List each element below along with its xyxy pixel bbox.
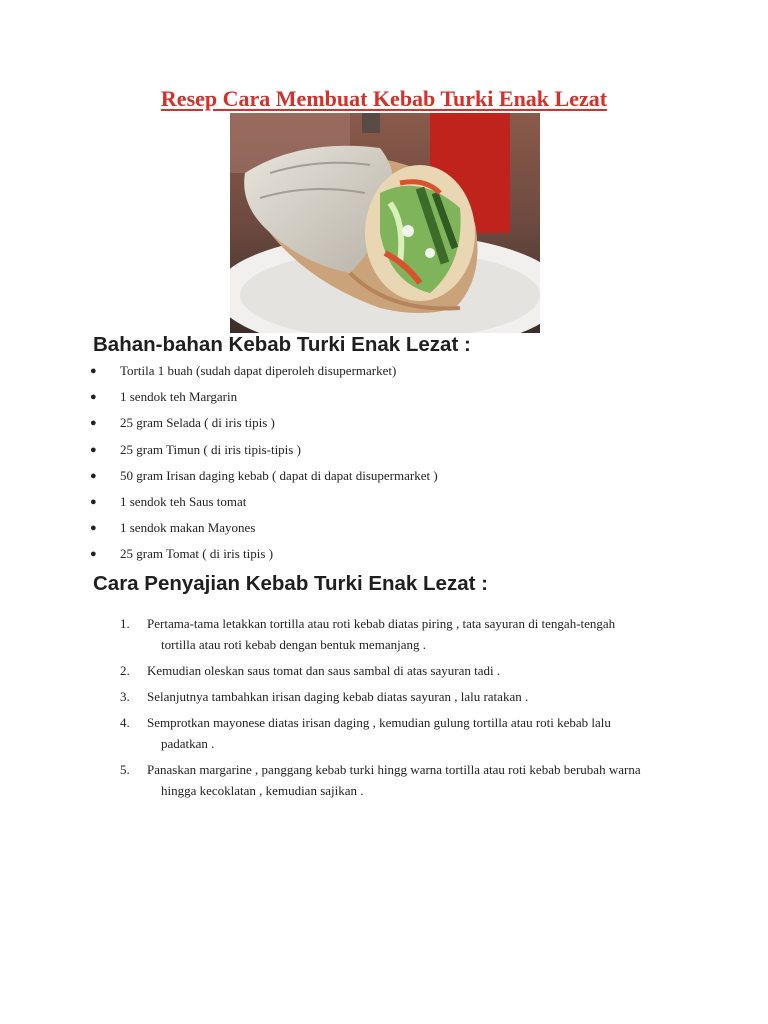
bullet-icon: ● [90,365,97,377]
step-item: 2. Kemudian oleskan saus tomat dan saus sambal di atas sayuran tadi . [120,663,501,678]
bullet-icon: ● [90,495,97,508]
bullet-icon: ● [90,522,97,535]
bullet-icon: ● [90,391,97,404]
bullet-icon: ● [90,417,97,430]
step-item: 1. Pertama-tama letakkan tortilla atau roti kebab diatas piring , tata sayuran di tengah-tengah tortilla atau roti kebab dengan bentuk memanjang . [120,616,616,652]
kebab-photo [230,113,540,333]
steps-list [0,613,681,806]
step-item: 5. Panaskan margarine , panggang kebab turki hingg warna tortilla atau roti kebab berubah warna hingga kecoklatan , kemudian sajikan . [120,762,641,798]
page-title-text: Resep Cara Membuat Kebab Turki Enak Lezat [160,86,608,111]
step-item: 4. Semprotkan mayonese diatas irisan daging , kemudian gulung tortilla atau roti kebab lalu padatkan . [120,715,611,751]
bullet-icon: ● [90,443,97,456]
bullet-icon: ● [90,548,97,561]
steps-heading: Cara Penyajian Kebab Turki Enak Lezat : [93,572,488,595]
ingredients-heading: Bahan-bahan Kebab Turki Enak Lezat : [93,333,471,356]
step-item: 3. Selanjutnya tambahkan irisan daging kebab diatas sayuran , lalu ratakan . [120,689,529,704]
bullet-icon: ● [90,469,97,482]
page-title [0,86,768,112]
